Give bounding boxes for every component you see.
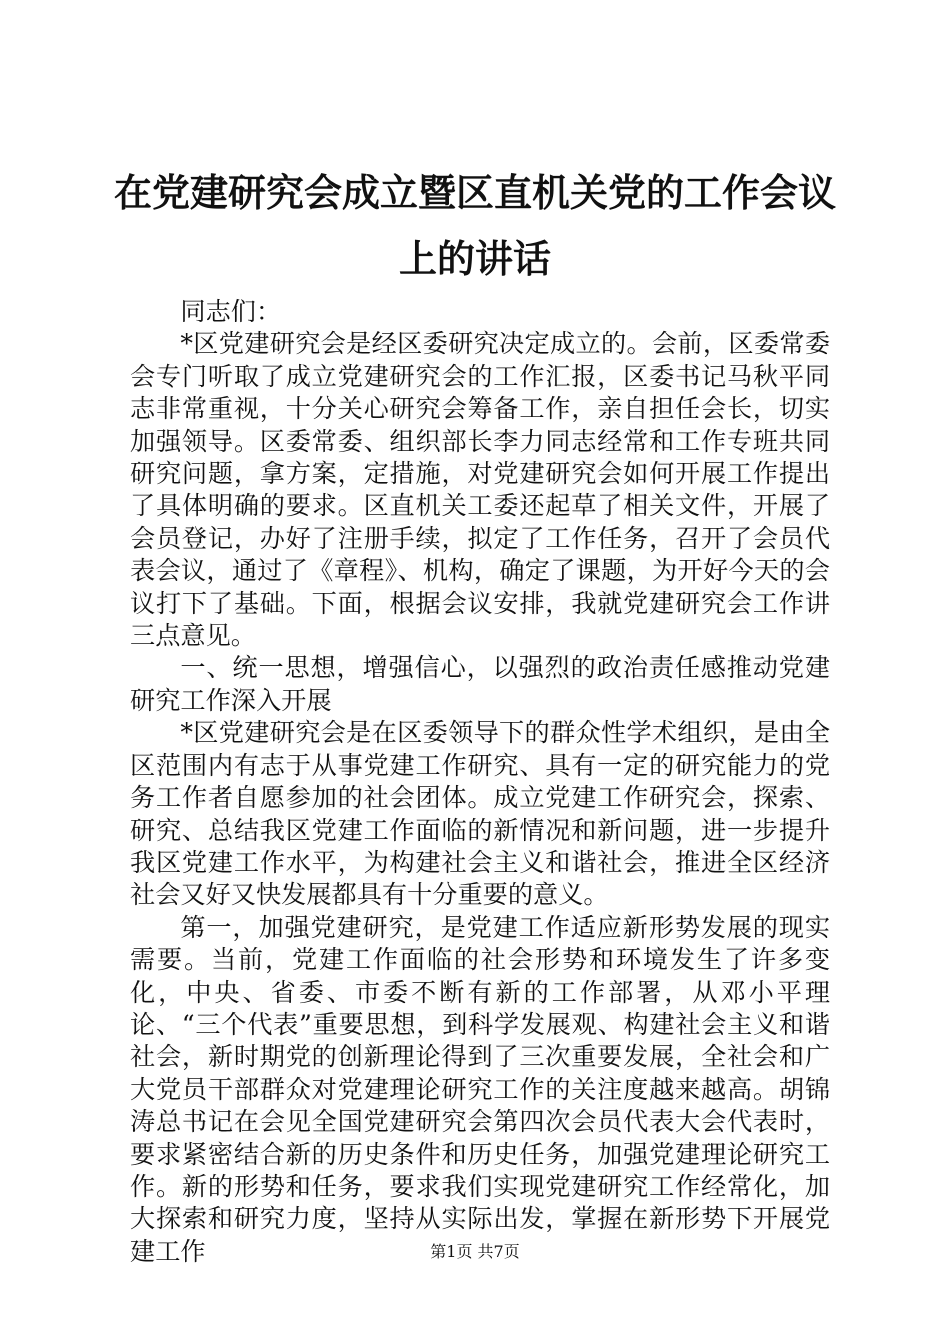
document-body [130, 296, 830, 1268]
paragraph-point-1: 第一，加强党建研究，是党建工作适应新形势发展的现实需要。当前，党建工作面临的社会形势和环境发生了许多变化，中央、省委、市委不断有新的工作部署，从邓小平理论、“三个代表”重要思想，到科学发展观、构建社会主义和谐社会，新时期党的创新理论得到了三次重要发展，全社会和广大党员干部群众对党建理论研究工作的关注度越来越高。胡锦涛总书记在会见全国党建研究会第四次会员代表大会代表时，要求紧密结合新的历史条件和历史任务，加强党建理论研究工作。新的形势和任务，要求我们实现党建研究工作经常化，加大探索和研究力度，坚持从实际出发，掌握在新形势下开展党建工作 [130, 912, 830, 1266]
section-heading-1: 一、统一思想，增强信心，以强烈的政治责任感推动党建研究工作深入开展 [130, 653, 830, 715]
page-footer [0, 1242, 950, 1262]
page-number: 第1页 共7页 [430, 1242, 520, 1261]
paragraph-significance: *区党建研究会是在区委领导下的群众性学术组织，是由全区范围内有志于从事党建工作研究、具有一定的研究能力的党务工作者自愿参加的社会团体。成立党建工作研究会，探索、研究、总结我区党建工作面临的新情况和新问题，进一步提升我区党建工作水平，为构建社会主义和谐社会，推进全区经济社会又好又快发展都具有十分重要的意义。 [130, 718, 830, 910]
document-title: 在党建研究会成立暨区直机关党的工作会议上的讲话 [113, 170, 836, 281]
paragraph-intro: *区党建研究会是经区委研究决定成立的。会前，区委常委会专门听取了成立党建研究会的工作汇报，区委书记马秋平同志非常重视，十分关心研究会筹备工作，亲自担任会长，切实加强领导。区委常委、组织部长李力同志经常和工作专班共同研究问题，拿方案，定措施，对党建研究会如何开展工作提出了具体明确的要求。区直机关工委还起草了相关文件，开展了会员登记，办好了注册手续，拟定了工作任务，召开了会员代表会议，通过了《章程》、机构，确定了课题，为开好今天的会议打下了基础。下面，根据会议安排，我就党建研究会工作讲三点意见。 [130, 329, 830, 651]
salutation: 同志们： [180, 297, 282, 326]
